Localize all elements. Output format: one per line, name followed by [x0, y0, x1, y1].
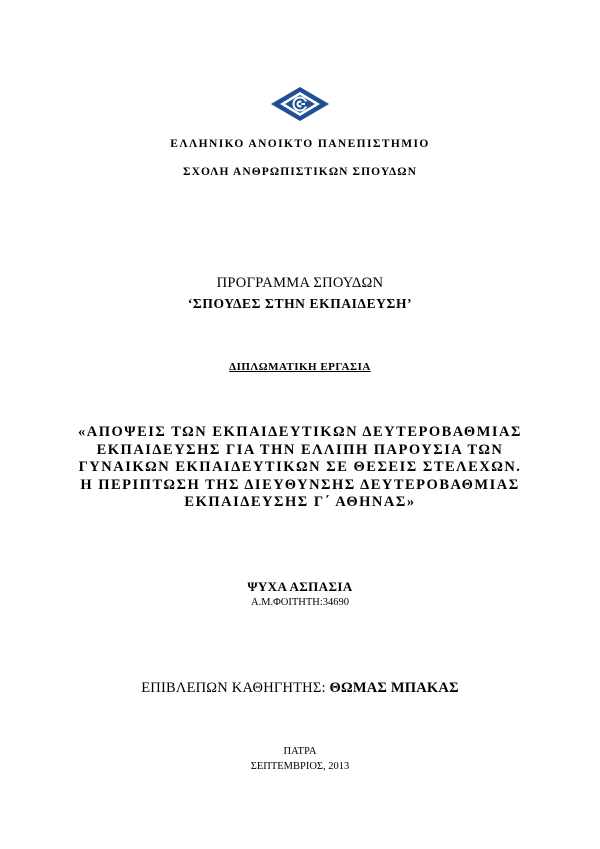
- program-label: ΠΡΟΓΡΑΜΜΑ ΣΠΟΥΔΩΝ: [216, 275, 384, 291]
- thesis-title-line: Η ΠΕΡΙΠΤΩΣΗ ΤΗΣ ΔΙΕΥΘΥΝΣΗΣ ΔΕΥΤΕΡΟΒΑΘΜΙΑΣ: [80, 476, 520, 493]
- school-name: ΣΧΟΛΗ ΑΝΘΡΩΠΙΣΤΙΚΩΝ ΣΠΟΥΔΩΝ: [182, 166, 418, 178]
- date: ΣΕΠΤΕΜΒΡΙΟΣ, 2013: [250, 761, 350, 772]
- student-id: Α.Μ.ΦΟΙΤΗΤΗ:34690: [250, 597, 350, 608]
- thesis-title-line: «ΑΠΟΨΕΙΣ ΤΩΝ ΕΚΠΑΙΔΕΥΤΙΚΩΝ ΔΕΥΤΕΡΟΒΑΘΜΙΑΣ: [77, 424, 522, 440]
- supervisor-name: ΘΩΜΑΣ ΜΠΑΚΑΣ: [329, 680, 459, 696]
- supervisor-line: [0, 680, 600, 697]
- thesis-title-line: ΕΚΠΑΙΔΕΥΣΗΣ Γ΄ ΑΘΗΝΑΣ»: [184, 494, 416, 510]
- program-title: ‘ΣΠΟΥΔΕΣ ΣΤΗΝ ΕΚΠΑΙΔΕΥΣΗ’: [187, 296, 413, 311]
- university-name: ΕΛΛΗΝΙΚΟ ΑΝΟΙΚΤΟ ΠΑΝΕΠΙΣΤΗΜΙΟ: [170, 138, 430, 150]
- supervisor-label: ΕΠΙΒΛΕΠΩΝ ΚΑΘΗΓΗΤΗΣ:: [141, 680, 330, 696]
- city: ΠΑΤΡΑ: [283, 746, 317, 757]
- thesis-title-line: ΓΥΝΑΙΚΩΝ ΕΚΠΑΙΔΕΥΤΙΚΩΝ ΣΕ ΘΕΣΕΙΣ ΣΤΕΛΕΧΩΝ.: [78, 459, 522, 475]
- thesis-title-line: ΕΚΠΑΙΔΕΥΣΗΣ ΓΙΑ ΤΗΝ ΕΛΛΙΠΗ ΠΑΡΟΥΣΙΑ ΤΩΝ: [96, 441, 504, 458]
- hellenic-open-university-logo-icon: [270, 86, 330, 122]
- author-name: ΨΥΧΑ ΑΣΠΑΣΙΑ: [247, 579, 353, 594]
- thesis-type-label: ΔΙΠΛΩΜΑΤΙΚΗ ΕΡΓΑΣΙΑ: [229, 361, 371, 373]
- thesis-title: [0, 424, 600, 512]
